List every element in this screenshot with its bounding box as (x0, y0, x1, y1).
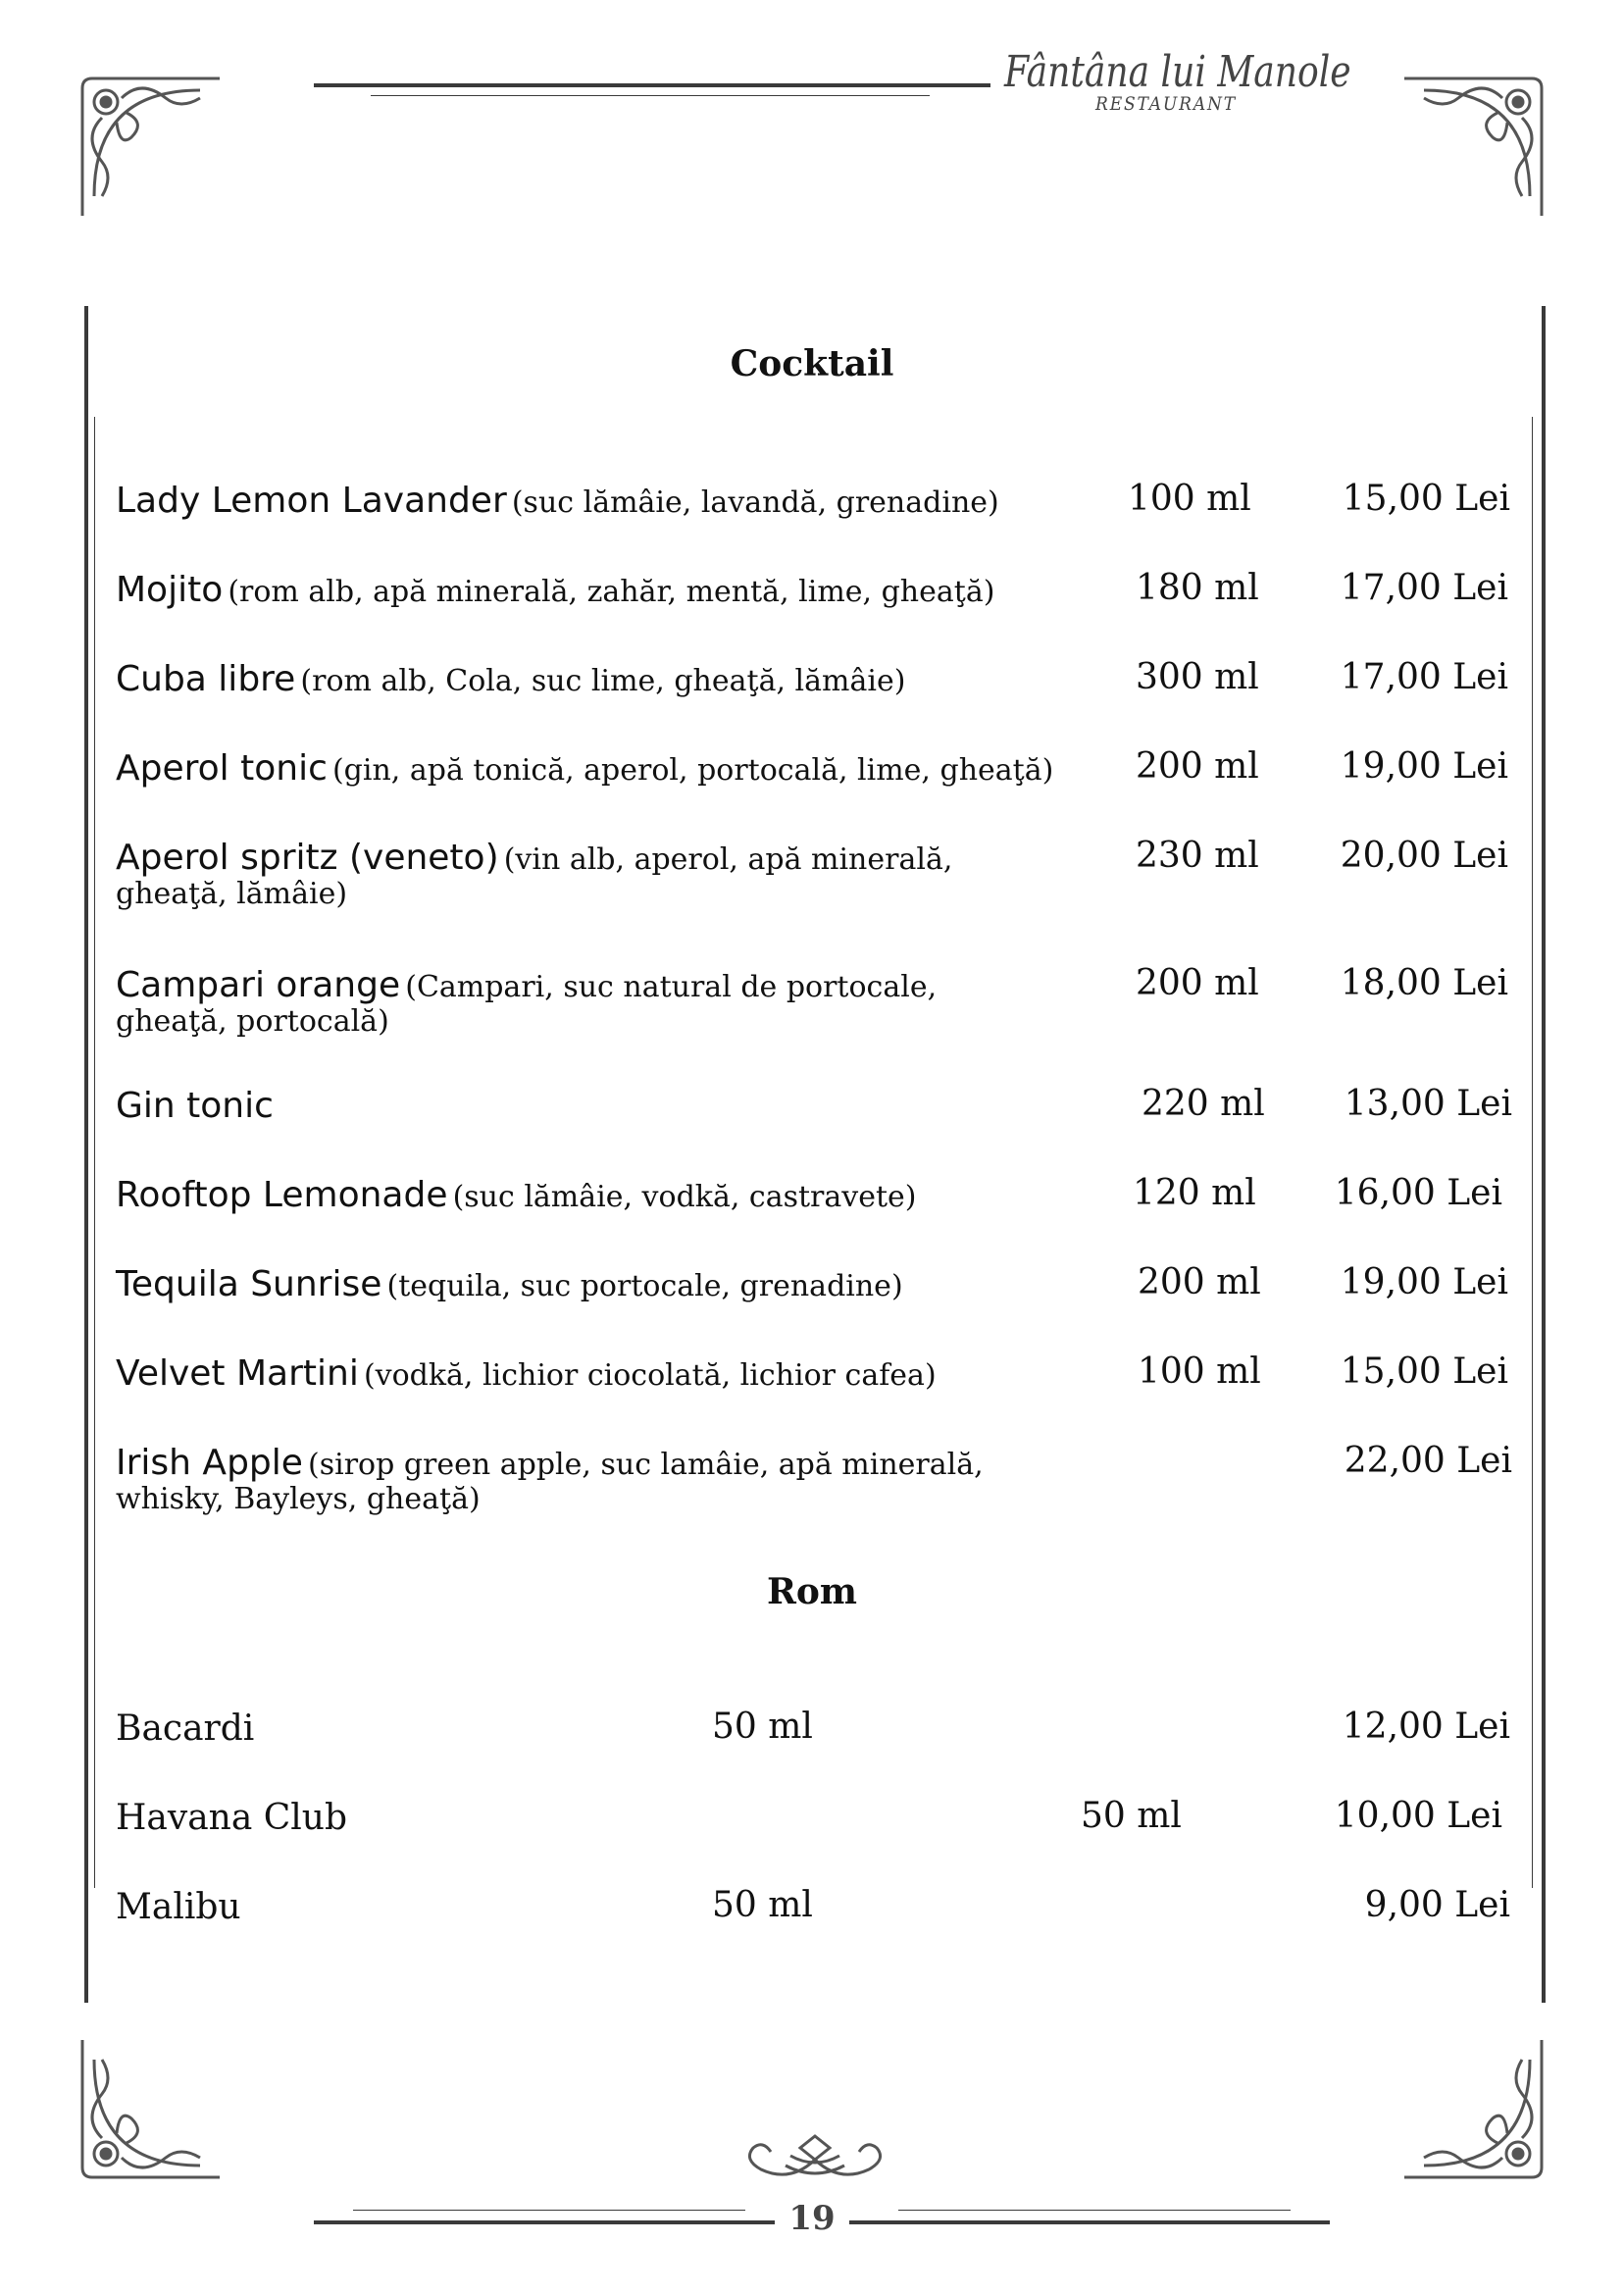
item-name: Lady Lemon Lavander (116, 481, 507, 521)
item-description: (vodkă, lichior ciocolată, lichior cafea) (363, 1358, 937, 1393)
section-title-cocktail: Cocktail (730, 343, 894, 384)
item-price: 12,00 Lei (1342, 1707, 1510, 1747)
brand-sub: RESTAURANT (1095, 93, 1237, 115)
item-quantity: 100 ml (1128, 479, 1251, 519)
item-name: Cuba libre (116, 659, 296, 699)
item-quantity: 300 ml (1136, 657, 1259, 697)
item-quantity: 100 ml (1138, 1351, 1261, 1392)
corner-ornament-icon (73, 69, 229, 226)
corner-ornament-icon (73, 2030, 229, 2187)
item-name: Irish Apple (116, 1443, 303, 1483)
footer-flourish-icon (732, 2126, 898, 2187)
item-quantity: 120 ml (1133, 1173, 1256, 1213)
item-quantity: 50 ml (712, 1707, 813, 1747)
item-price: 19,00 Lei (1340, 1262, 1508, 1302)
item-name: Havana Club (116, 1798, 348, 1838)
item-quantity: 200 ml (1136, 963, 1259, 1003)
item-description: (gin, apă tonică, aperol, portocală, lime, gheaţă) (331, 753, 1054, 788)
item-name: Tequila Sunrise (116, 1264, 382, 1304)
menu-item (116, 1885, 1077, 1929)
section-title-rom: Rom (766, 1571, 858, 1612)
item-description: (rom alb, Cola, suc lime, gheaţă, lămâie) (300, 664, 906, 698)
item-name: Bacardi (116, 1708, 255, 1749)
menu-item (116, 1351, 1077, 1396)
menu-item (116, 1707, 1077, 1751)
menu-item (116, 1441, 1077, 1518)
item-price: 18,00 Lei (1340, 963, 1508, 1003)
item-description-line2: gheaţă, portocală) (116, 1004, 389, 1039)
item-name: Aperol spritz (veneto) (116, 838, 499, 878)
item-name: Rooftop Lemonade (116, 1175, 448, 1215)
item-description-line2: gheaţă, lămâie) (116, 877, 348, 911)
frame-left-inner (94, 417, 95, 1888)
item-price: 20,00 Lei (1340, 836, 1508, 876)
brand-name: Fântâna lui Manole (1004, 47, 1351, 97)
menu-item (116, 836, 1077, 913)
item-quantity: 230 ml (1136, 836, 1259, 876)
footer-rule-right (849, 2220, 1330, 2224)
item-description: (Campari, suc natural de portocale, (405, 970, 938, 1004)
item-name: Aperol tonic (116, 748, 328, 789)
item-quantity: 50 ml (1081, 1796, 1182, 1836)
frame-left-outer (84, 306, 88, 2003)
item-quantity: 200 ml (1136, 746, 1259, 787)
brand-logo (1004, 47, 1351, 115)
item-price: 10,00 Lei (1334, 1796, 1502, 1836)
menu-item (116, 1262, 1077, 1306)
item-price: 17,00 Lei (1340, 568, 1508, 608)
footer-rule-left (314, 2220, 775, 2224)
menu-item (116, 1084, 1077, 1128)
page-number: 19 (775, 2199, 849, 2238)
item-quantity: 220 ml (1142, 1084, 1265, 1124)
corner-ornament-icon (1395, 69, 1551, 226)
menu-item (116, 568, 1077, 612)
frame-right-inner (1532, 417, 1533, 1888)
corner-ornament-icon (1395, 2030, 1551, 2187)
item-quantity: 200 ml (1138, 1262, 1261, 1302)
item-price: 9,00 Lei (1364, 1885, 1510, 1925)
item-description: (rom alb, apă minerală, zahăr, mentă, lime, gheaţă) (228, 575, 995, 609)
item-price: 17,00 Lei (1340, 657, 1508, 697)
header-rule (314, 83, 990, 87)
item-description: (tequila, suc portocale, grenadine) (386, 1269, 903, 1303)
menu-item (116, 657, 1077, 701)
frame-right-outer (1542, 306, 1546, 2003)
item-price: 16,00 Lei (1334, 1173, 1502, 1213)
menu-item (116, 1173, 1077, 1217)
footer-rule-right-thin (898, 2210, 1291, 2211)
item-name: Campari orange (116, 965, 401, 1005)
item-price: 15,00 Lei (1342, 479, 1510, 519)
item-quantity: 50 ml (712, 1885, 813, 1925)
item-name: Malibu (116, 1887, 241, 1927)
item-name: Gin tonic (116, 1086, 274, 1126)
item-name: Velvet Martini (116, 1353, 359, 1394)
header-rule-thin (371, 95, 930, 96)
item-price: 22,00 Lei (1344, 1441, 1512, 1481)
menu-item (116, 479, 1077, 523)
item-quantity: 180 ml (1136, 568, 1259, 608)
menu-item (116, 746, 1077, 790)
menu-item (116, 963, 1077, 1041)
item-price: 15,00 Lei (1340, 1351, 1508, 1392)
item-description: (vin alb, aperol, apă minerală, (503, 842, 953, 877)
item-price: 13,00 Lei (1344, 1084, 1512, 1124)
item-description: (sirop green apple, suc lamâie, apă minerală, (308, 1448, 984, 1482)
item-name: Mojito (116, 570, 224, 610)
item-description: (suc lămâie, vodkă, castravete) (452, 1180, 917, 1214)
item-description-line2: whisky, Bayleys, gheaţă) (116, 1482, 481, 1516)
footer-rule-left-thin (353, 2210, 745, 2211)
item-description: (suc lămâie, lavandă, grenadine) (511, 485, 999, 520)
menu-item (116, 1796, 1077, 1840)
item-price: 19,00 Lei (1340, 746, 1508, 787)
